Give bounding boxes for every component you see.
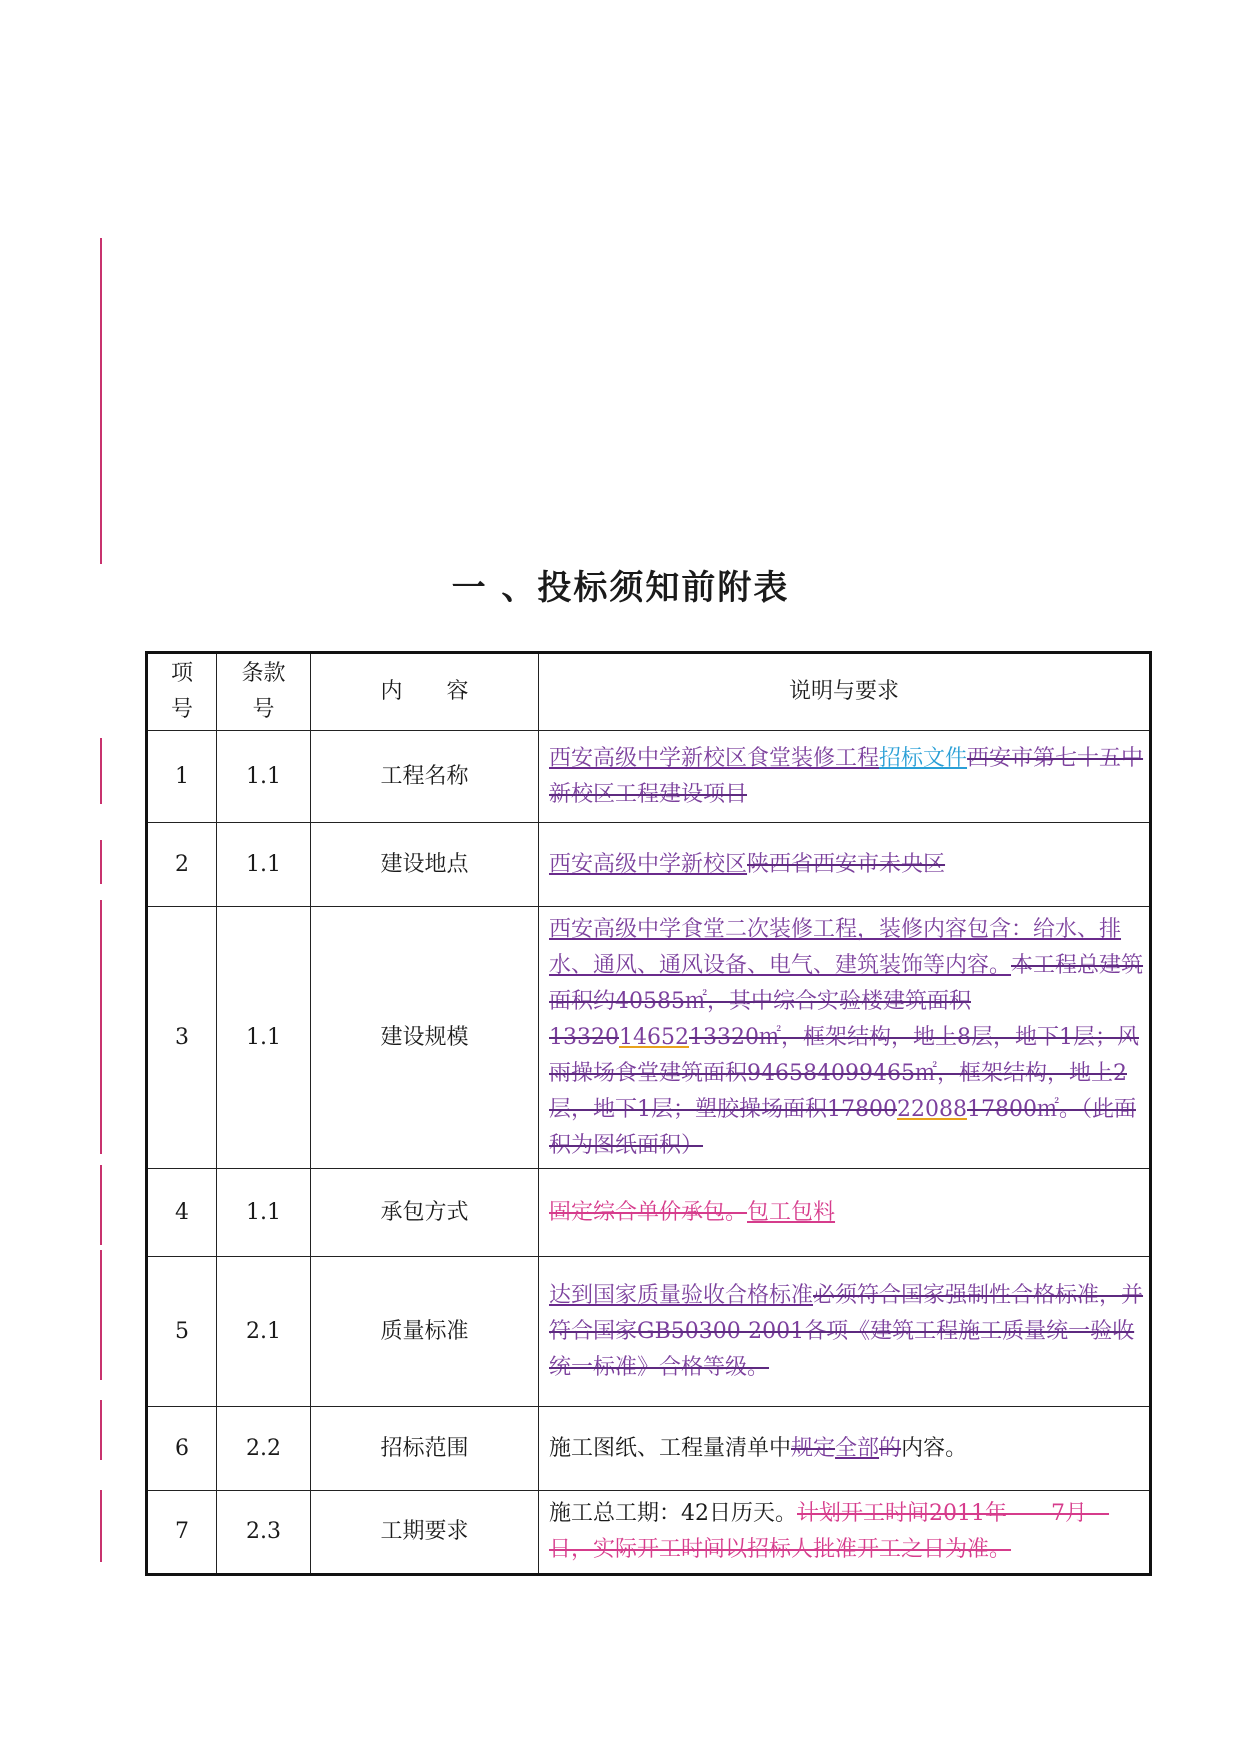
table-row — [147, 907, 1151, 1169]
revision-bar — [100, 1165, 102, 1245]
row-name: 招标范围 — [311, 1407, 539, 1491]
table-row — [147, 1169, 1151, 1257]
row-desc — [539, 1491, 1151, 1575]
desc-text-run: 西安高级中学新校区 — [549, 851, 748, 877]
revision-bar — [100, 1400, 102, 1460]
table-row — [147, 1257, 1151, 1407]
desc-text-run: 陕西省西安市未央区 — [747, 851, 946, 877]
row-desc — [539, 823, 1151, 907]
table-header-row — [147, 653, 1151, 731]
row-no: 6 — [147, 1407, 217, 1491]
revision-bar — [100, 1490, 102, 1562]
row-clause: 1.1 — [217, 1169, 311, 1257]
row-desc — [539, 1407, 1151, 1491]
desc-text-run: 固定综合单价承包。 — [549, 1199, 748, 1225]
desc-text-run: 内容。 — [901, 1435, 968, 1461]
desc-text-run: 施工图纸、工程量清单中 — [549, 1435, 792, 1461]
revision-bar — [100, 238, 102, 564]
row-clause: 2.2 — [217, 1407, 311, 1491]
desc-text-run: 17800㎡。（此面积为图纸面积） — [549, 1096, 1136, 1158]
desc-text-run: 施工总工期：42日历天。 — [549, 1501, 797, 1526]
row-no: 7 — [147, 1491, 217, 1575]
revision-bar — [100, 1250, 102, 1380]
row-name: 工期要求 — [311, 1491, 539, 1575]
table-row — [147, 1491, 1151, 1575]
row-desc — [539, 907, 1151, 1169]
desc-text-run: 14652 — [619, 1024, 689, 1050]
header-clause-no-line1: 条款 — [241, 661, 286, 686]
table-row — [147, 731, 1151, 823]
desc-text-run: 包工包料 — [747, 1199, 836, 1225]
table-row — [147, 823, 1151, 907]
desc-text-run: 西安高级中学新校区食堂装修工程 — [549, 745, 880, 771]
revision-bar — [100, 840, 102, 884]
bid-notice-table — [145, 651, 1152, 1576]
header-item-no-line1: 项 — [170, 661, 193, 686]
row-name: 建设规模 — [311, 907, 539, 1169]
desc-text-run: 西安市第七十五中新校区工程建设项目 — [549, 745, 1144, 807]
revision-bar — [100, 900, 102, 1154]
row-name: 建设地点 — [311, 823, 539, 907]
desc-text-run: 招标文件 — [879, 745, 968, 771]
desc-text-run: 规定 — [791, 1435, 836, 1461]
row-no: 3 — [147, 907, 217, 1169]
desc-text-run: 的 — [879, 1435, 902, 1461]
row-no: 5 — [147, 1257, 217, 1407]
header-clause-no — [217, 653, 311, 731]
page-title: 一 、投标须知前附表 — [451, 568, 790, 608]
desc-text-run: 22088 — [896, 1096, 967, 1122]
header-content: 内 容 — [311, 653, 539, 731]
desc-text-run: 465㎡，框架结构，地上2层，地下1层；塑胶操场面积17800 — [549, 1060, 1127, 1122]
header-clause-no-line2: 号 — [252, 697, 275, 722]
row-name: 工程名称 — [311, 731, 539, 823]
header-item-no — [147, 653, 217, 731]
row-desc — [539, 1169, 1151, 1257]
desc-text-run: 84099 — [803, 1060, 873, 1086]
row-no: 4 — [147, 1169, 217, 1257]
revision-bar — [100, 738, 102, 804]
row-clause: 1.1 — [217, 823, 311, 907]
row-clause: 1.1 — [217, 731, 311, 823]
row-desc — [539, 1257, 1151, 1407]
header-requirement: 说明与要求 — [539, 653, 1151, 731]
row-name: 承包方式 — [311, 1169, 539, 1257]
desc-text-run: 13320㎡，框架结构，地上8层，地下1层；风雨操场食堂建筑面积9465 — [549, 1024, 1139, 1086]
desc-text-run: 本工程总建筑面积约40585㎡，其中综合实验楼建筑面积13320 — [549, 952, 1144, 1050]
table-row — [147, 1407, 1151, 1491]
desc-text-run: 西安高级中学食堂二次装修工程，装修内容包含：给水、排水、通风、通风设备、电气、建筑装饰等内容。 — [549, 916, 1122, 978]
desc-text-run: 必须符合国家强制性合格标准，并符合国家GB50300-2001各项《建筑工程施工质量统一验收统一标准》合格等级。 — [549, 1282, 1144, 1380]
row-name: 质量标准 — [311, 1257, 539, 1407]
row-clause: 1.1 — [217, 907, 311, 1169]
desc-text-run: 全部 — [835, 1435, 880, 1461]
row-clause: 2.1 — [217, 1257, 311, 1407]
row-no: 1 — [147, 731, 217, 823]
row-clause: 2.3 — [217, 1491, 311, 1575]
desc-text-run: 达到国家质量验收合格标准 — [549, 1282, 814, 1308]
row-no: 2 — [147, 823, 217, 907]
row-desc — [539, 731, 1151, 823]
header-item-no-line2: 号 — [170, 697, 193, 722]
desc-text-run: 计划开工时间2011年 7月 日，实际开工时间以招标人批准开工之日为准。 — [549, 1501, 1110, 1562]
